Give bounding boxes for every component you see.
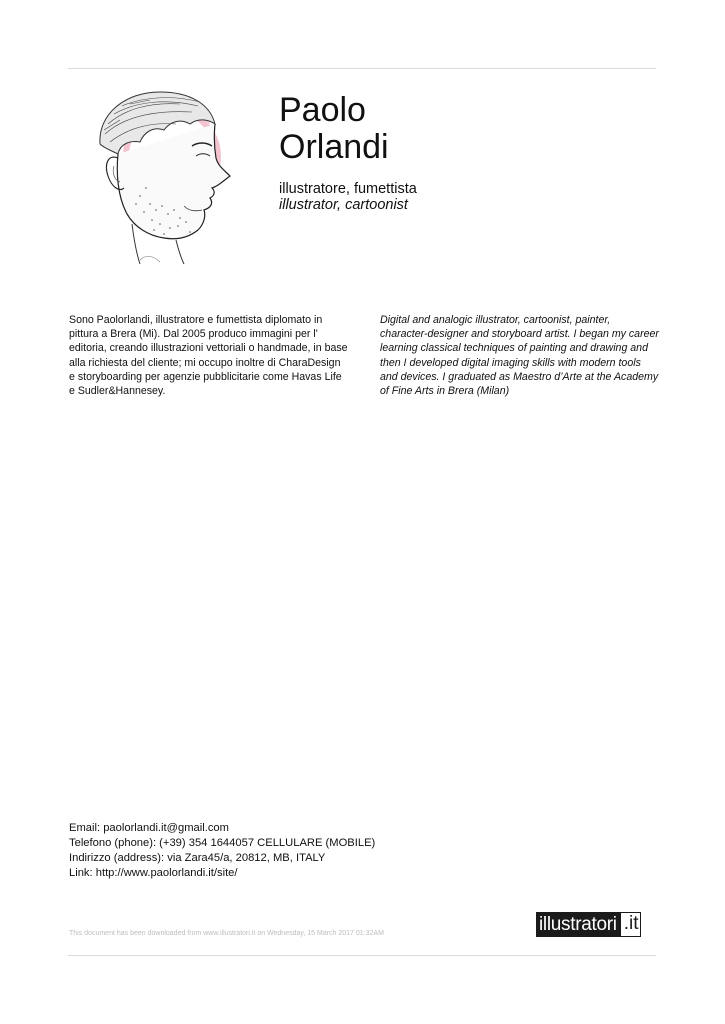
- last-name: Orlandi: [279, 128, 389, 166]
- illustratori-logo: [536, 912, 641, 937]
- contact-email: Email: paolorlandi.it@gmail.com: [69, 822, 229, 834]
- download-note: This document has been downloaded from www.illustratori.it on Wednesday, 15 March 2017 01:32AM: [69, 930, 384, 937]
- bottom-divider: [68, 955, 656, 956]
- roles: [279, 181, 417, 213]
- bio-italian: Sono Paolorlandi, illustratore e fumettista diplomato in pittura a Brera (Mi). Dal 2005 produco immagini per l' editoria, creando illustrazioni vettoriali o handmade, in base alla richiesta del cliente; mi occupo inoltre di CharaDesign e storyboarding per agenzie pubblicitarie come Havas Life e Sudler&Hannesey.: [69, 314, 348, 398]
- bio-english: Digital and analogic illustrator, cartoonist, painter, character-designer and storyboard artist. I began my career learning classical techniques of painting and drawing and then I developed digital imaging skills with modern tools and devices. I graduated as Maestro d’Arte at the Academy of Fine Arts in Brera (Milan): [380, 314, 659, 398]
- artist-name: [279, 92, 389, 166]
- contact-link[interactable]: Link: http://www.paolorlandi.it/site/: [69, 867, 238, 879]
- contact-info: [69, 821, 375, 881]
- logo-main-text: illustratori: [536, 912, 620, 937]
- contact-phone: Telefono (phone): (+39) 354 1644057 CELLULARE (MOBILE): [69, 837, 376, 849]
- portrait-illustration: [80, 84, 248, 266]
- logo-tld-text: .it: [620, 912, 642, 937]
- top-divider: [68, 68, 656, 69]
- first-name: Paolo: [279, 91, 366, 129]
- contact-address: Indirizzo (address): via Zara45/a, 20812, MB, ITALY: [69, 852, 326, 864]
- role-english: illustrator, cartoonist: [279, 197, 408, 213]
- role-italian: illustratore, fumettista: [279, 181, 417, 197]
